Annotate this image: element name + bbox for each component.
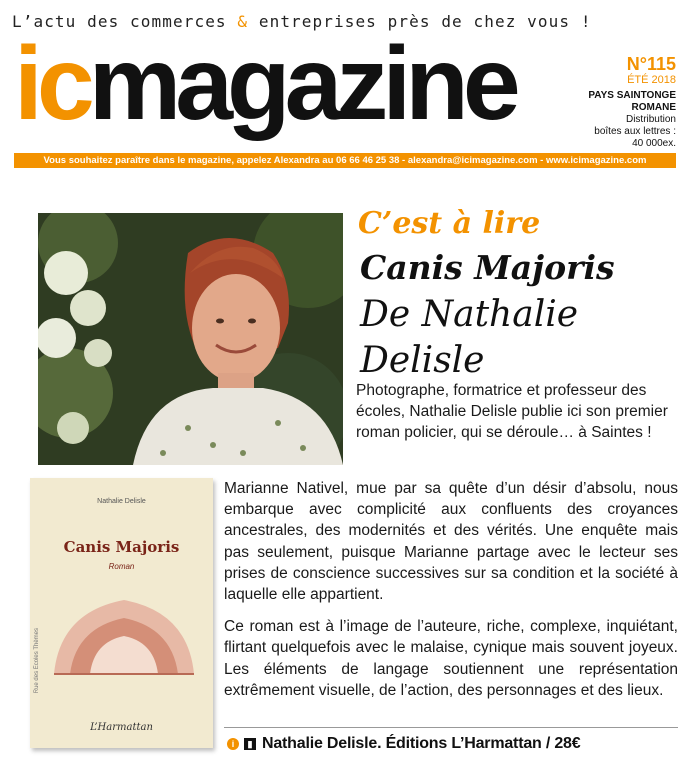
- author-byline-line-2: Delisle: [360, 340, 485, 381]
- distribution-line-3: 40 000ex.: [632, 138, 676, 149]
- article-paragraph-2: Ce roman est à l’image de l’auteure, riche, complexe, inquiétant, flirtant quelquefois avec le malaise, cynique mais souvent joyeux. Les éléments de langage soutiennent une représentation extrêmement visuelle, de l’action, des personnages et des lieux.: [224, 618, 678, 699]
- issue-season: ÉTÉ 2018: [627, 74, 676, 86]
- author-portrait-illustration: [38, 213, 343, 465]
- section-kicker: C’est à lire: [358, 206, 541, 241]
- author-photo: [38, 213, 343, 465]
- book-icon: ▮: [244, 738, 256, 750]
- magazine-logo[interactable]: [14, 24, 515, 144]
- contact-banner: Vous souhaitez paraître dans le magazine, appelez Alexandra au 06 66 46 25 38 - alexandra@icimagazine.com - www.icimagazine.com: [14, 153, 676, 168]
- distribution-line-1: Distribution: [625, 114, 676, 125]
- article-intro: Photographe, formatrice et professeur des écoles, Nathalie Delisle publie ici son premier roman policier, qui se déroule… à Saintes !: [356, 382, 668, 441]
- logo-magazine: magazine: [88, 26, 515, 142]
- region-line-2: ROMANE: [631, 102, 676, 113]
- info-icon: i: [227, 738, 239, 750]
- masthead: [14, 26, 574, 150]
- book-cover: [30, 478, 213, 748]
- issue-info: [566, 54, 676, 150]
- book-title: Canis Majoris: [360, 248, 615, 287]
- logo-ic: ic: [14, 26, 89, 142]
- region-line-1: PAYS SAINTONGE: [588, 90, 676, 101]
- cover-spine-text: Rue des Écoles Thèmes: [34, 628, 40, 694]
- cover-author: Nathalie Delisle: [97, 498, 146, 505]
- article-paragraph-1: Marianne Nativel, mue par sa quête d’un désir d’absolu, nous embarque avec complicité aux confluents des croyances ancestrales, des modernités et des vérités. Une enquête mais pas seulement, puisque Marianne partage avec le lecteur ses prises de conscience successives sur sa condition et la société à laquelle elle appartient.: [224, 480, 678, 604]
- cover-artwork: [50, 582, 198, 678]
- distribution-line-2: boîtes aux lettres :: [594, 126, 676, 137]
- issue-number: N°115: [626, 54, 676, 74]
- cover-subtitle: Roman: [108, 562, 135, 571]
- tagline-ampersand: &: [237, 12, 249, 31]
- tagline-text-end: entreprises près de chez vous !: [248, 12, 592, 31]
- article-body: [224, 478, 678, 712]
- cover-title: Canis Majoris: [63, 538, 180, 556]
- author-byline-line-1: De Nathalie: [360, 294, 579, 335]
- tagline-text: L’actu des commerces: [12, 12, 238, 31]
- credit-text: Nathalie Delisle. Éditions L’Harmattan / 28€: [262, 735, 581, 752]
- book-credit: [227, 733, 679, 755]
- divider: [224, 727, 678, 728]
- cover-publisher: L’Harmattan: [90, 722, 153, 733]
- author-byline: [360, 292, 680, 384]
